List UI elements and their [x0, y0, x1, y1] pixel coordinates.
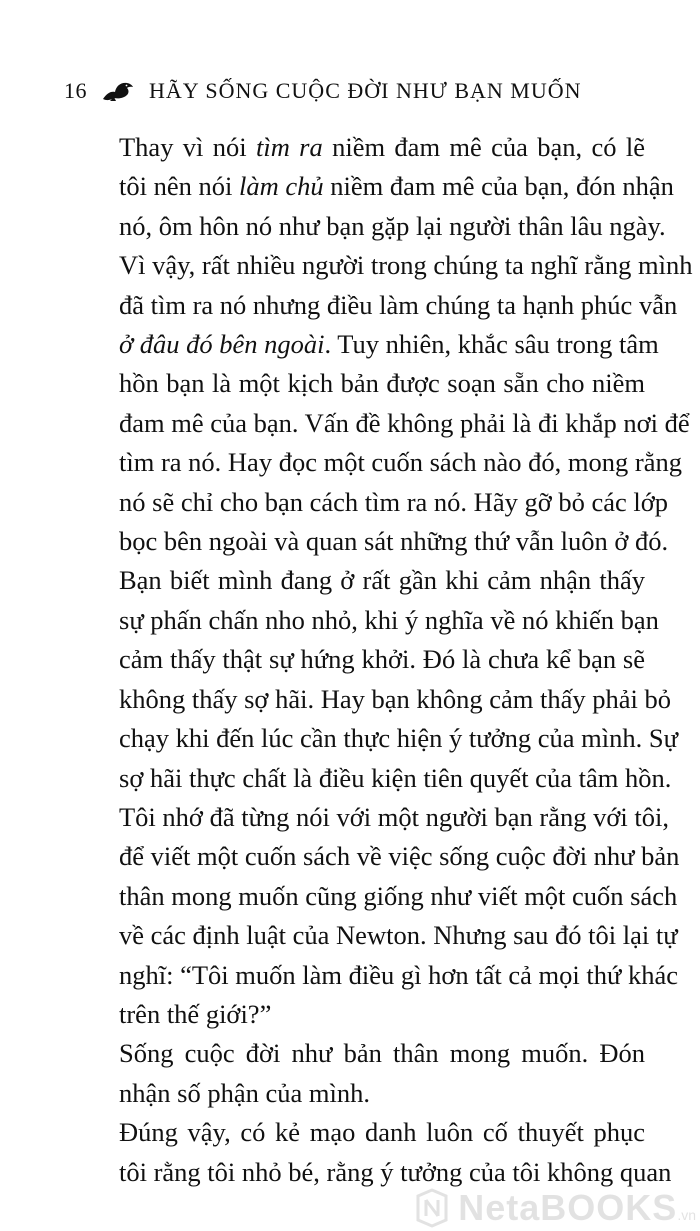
text-line: [63, 246, 693, 285]
watermark-suffix: .vn: [677, 1207, 696, 1223]
text-line: [63, 128, 645, 167]
body-text: [63, 128, 693, 1192]
text-segment: tôi rằng tôi nhỏ bé, rằng ý tưởng của tôi không quan: [119, 1156, 672, 1187]
text-segment: nó sẽ chỉ cho bạn cách tìm ra nó. Hãy gỡ bỏ các lớp: [119, 486, 669, 517]
text-line: [63, 522, 669, 561]
text-segment: hồn bạn là một kịch bản được soạn sẵn cho niềm: [119, 368, 645, 399]
text-segment: thân mong muốn cũng giống như viết một cuốn sách: [119, 880, 678, 911]
text-line: [63, 561, 645, 600]
text-segment: niềm đam mê của bạn, có lẽ: [322, 132, 645, 162]
text-line: [63, 207, 666, 246]
text-line: [63, 759, 672, 798]
text-line: [63, 1034, 645, 1073]
text-line: [63, 916, 678, 955]
text-segment: nhận số phận của mình.: [119, 1077, 370, 1108]
italic-phrase: ở đâu đó bên ngoài: [119, 329, 325, 360]
text-line: [63, 404, 690, 443]
text-line: [63, 1113, 645, 1152]
text-line: [63, 680, 671, 719]
text-line: [63, 601, 659, 640]
text-line: [63, 640, 645, 679]
text-segment: Vì vậy, rất nhiều người trong chúng ta nghĩ rằng mình: [119, 250, 693, 281]
text-segment: trên thế giới?”: [119, 998, 272, 1029]
watermark-text: NetaBOOKS: [458, 1187, 678, 1228]
text-segment: bọc bên ngoài và quan sát những thứ vẫn luôn ở đó.: [119, 526, 669, 557]
text-line: [63, 837, 680, 876]
text-segment: Bạn biết mình đang ở rất gần khi cảm nhận thấy: [119, 565, 645, 596]
text-line: [63, 1074, 645, 1113]
text-segment: Tôi nhớ đã từng nói với một người bạn rằng với tôi,: [119, 801, 669, 832]
italic-phrase: tìm ra: [255, 132, 323, 162]
text-line: [63, 364, 645, 403]
text-segment: nó, ôm hôn nó như bạn gặp lại người thân lâu ngày.: [119, 210, 666, 241]
page-number: 16: [64, 78, 87, 103]
text-segment: sự phấn chấn nho nhỏ, khi ý nghĩa về nó khiến bạn: [119, 604, 659, 635]
text-segment: Sống cuộc đời như bản thân mong muốn. Đón: [119, 1038, 645, 1069]
text-segment: tôi nên nói: [119, 171, 239, 202]
text-segment: tìm ra nó. Hay đọc một cuốn sách nào đó, mong rằng: [119, 447, 682, 478]
text-line: [63, 877, 678, 916]
text-segment: sợ hãi thực chất là điều kiện tiên quyết của tâm hồn.: [119, 762, 672, 793]
text-line: [63, 719, 678, 758]
text-line: [63, 995, 645, 1034]
text-segment: Thay vì nói: [119, 132, 256, 162]
text-segment: cảm thấy thật sự hứng khởi. Đó là chưa kể bạn sẽ: [119, 644, 645, 675]
netabooks-logo-icon: [412, 1188, 452, 1228]
running-header: [64, 78, 582, 104]
text-segment: đam mê của bạn. Vấn đề không phải là đi khắp nơi để: [119, 407, 690, 438]
text-segment: chạy khi đến lúc cần thực hiện ý tưởng của mình. Sự: [119, 723, 678, 754]
italic-phrase: làm chủ: [238, 171, 324, 202]
text-line: [63, 956, 678, 995]
paragraph: [63, 1034, 645, 1113]
paragraph: [63, 128, 693, 561]
text-line: [63, 325, 659, 364]
publisher-watermark: [412, 1187, 696, 1229]
running-title: HÃY SỐNG CUỘC ĐỜI NHƯ BẠN MUỐN: [149, 78, 582, 103]
text-line: [63, 798, 669, 837]
text-segment: niềm đam mê của bạn, đón nhận: [323, 171, 674, 202]
text-segment: để viết một cuốn sách về việc sống cuộc đời như bản: [119, 841, 680, 872]
text-segment: về các định luật của Newton. Nhưng sau đó tôi lại tự: [119, 920, 678, 951]
text-segment: đã tìm ra nó nhưng điều làm chúng ta hạnh phúc vẫn: [119, 289, 678, 320]
bird-ornament-icon: [101, 79, 135, 103]
text-segment: . Tuy nhiên, khắc sâu trong tâm: [324, 329, 659, 360]
paragraph: [63, 561, 680, 1034]
text-line: [63, 167, 674, 206]
text-segment: không thấy sợ hãi. Hay bạn không cảm thấy phải bỏ: [119, 683, 671, 714]
text-line: [63, 483, 669, 522]
text-line: [63, 443, 682, 482]
text-line: [63, 286, 678, 325]
text-segment: Đúng vậy, có kẻ mạo danh luôn cố thuyết phục: [119, 1117, 645, 1148]
text-segment: nghĩ: “Tôi muốn làm điều gì hơn tất cả mọi thứ khác: [119, 959, 678, 990]
paragraph: [63, 1113, 672, 1192]
